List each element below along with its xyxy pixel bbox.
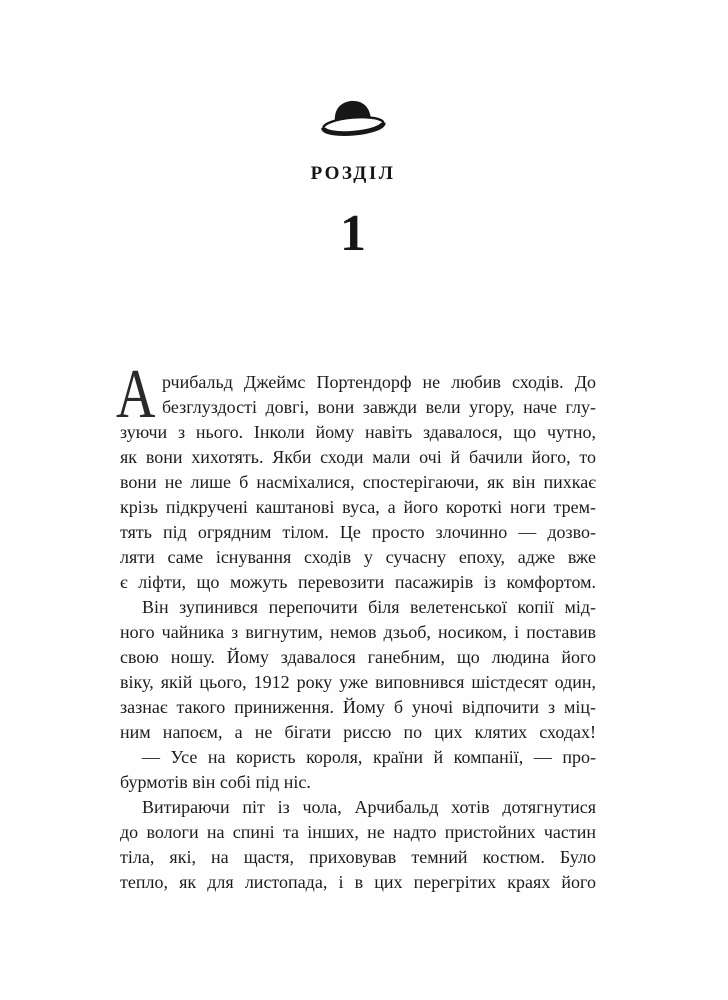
text-line: до вологи на спині та інших, не надто пристойних частин <box>120 822 596 842</box>
text-line: зуючи з нього. Інколи йому навіть здавалося, що чутно, <box>120 422 596 442</box>
text-line: тять під огрядним тілом. Це просто злочинно — дозво- <box>120 522 596 542</box>
text-line: бурмотів він собі під ніс. <box>120 772 311 792</box>
text-line: тепло, як для листопада, і в цих перегрітих краях його <box>120 872 596 892</box>
text-line: ним напоєм, а не бігати риссю по цих клятих сходах! <box>120 722 596 742</box>
text-line: ного чайника з вигнутим, немов дзьоб, носиком, і поставив <box>120 622 596 642</box>
text-line: вони не лише б насміхалися, спостерігаючи, як він пихкає <box>120 472 596 492</box>
paragraph-2 <box>120 595 596 745</box>
chapter-number: 1 <box>340 205 366 262</box>
text-line: крізь підкручені каштанові вуса, а його короткі ноги трем- <box>120 497 596 517</box>
chapter-label: РОЗДІЛ <box>310 163 396 184</box>
text-line: безглуздості довгі, вони завжди вели угору, наче глу- <box>162 397 596 417</box>
bowler-hat-icon <box>317 92 389 142</box>
text-line: свою ношу. Йому здавалося ганебним, що людина його <box>120 647 596 667</box>
text-line: рчибальд Джеймс Портендорф не любив сходів. До <box>162 372 596 392</box>
text-line: тіла, які, на щастя, приховував темний костюм. Було <box>120 847 596 867</box>
text-line: Витираючи піт із чола, Арчибальд хотів дотягнутися <box>142 797 596 817</box>
text-line: як вони хихотять. Якби сходи мали очі й бачили його, то <box>120 447 596 467</box>
text-line: віку, якій цього, 1912 року уже виповнився шістдесят один, <box>120 672 596 692</box>
body-text <box>116 356 596 895</box>
drop-cap: А <box>116 356 156 433</box>
text-line: є ліфти, що можуть перевозити пасажирів із комфортом. <box>120 572 596 592</box>
paragraph-4 <box>120 795 596 895</box>
text-line: зазнає такого приниження. Йому б уночі відпочити з міц- <box>120 697 596 717</box>
paragraph-1 <box>116 356 596 595</box>
text-line: ляти саме існування сходів у сучасну епоху, адже вже <box>120 547 596 567</box>
text-line: — Усе на користь короля, країни й компанії, — про- <box>142 747 596 767</box>
text-line: Він зупинився перепочити біля велетенської копії мід- <box>142 597 596 617</box>
paragraph-3-dialogue <box>120 745 596 795</box>
